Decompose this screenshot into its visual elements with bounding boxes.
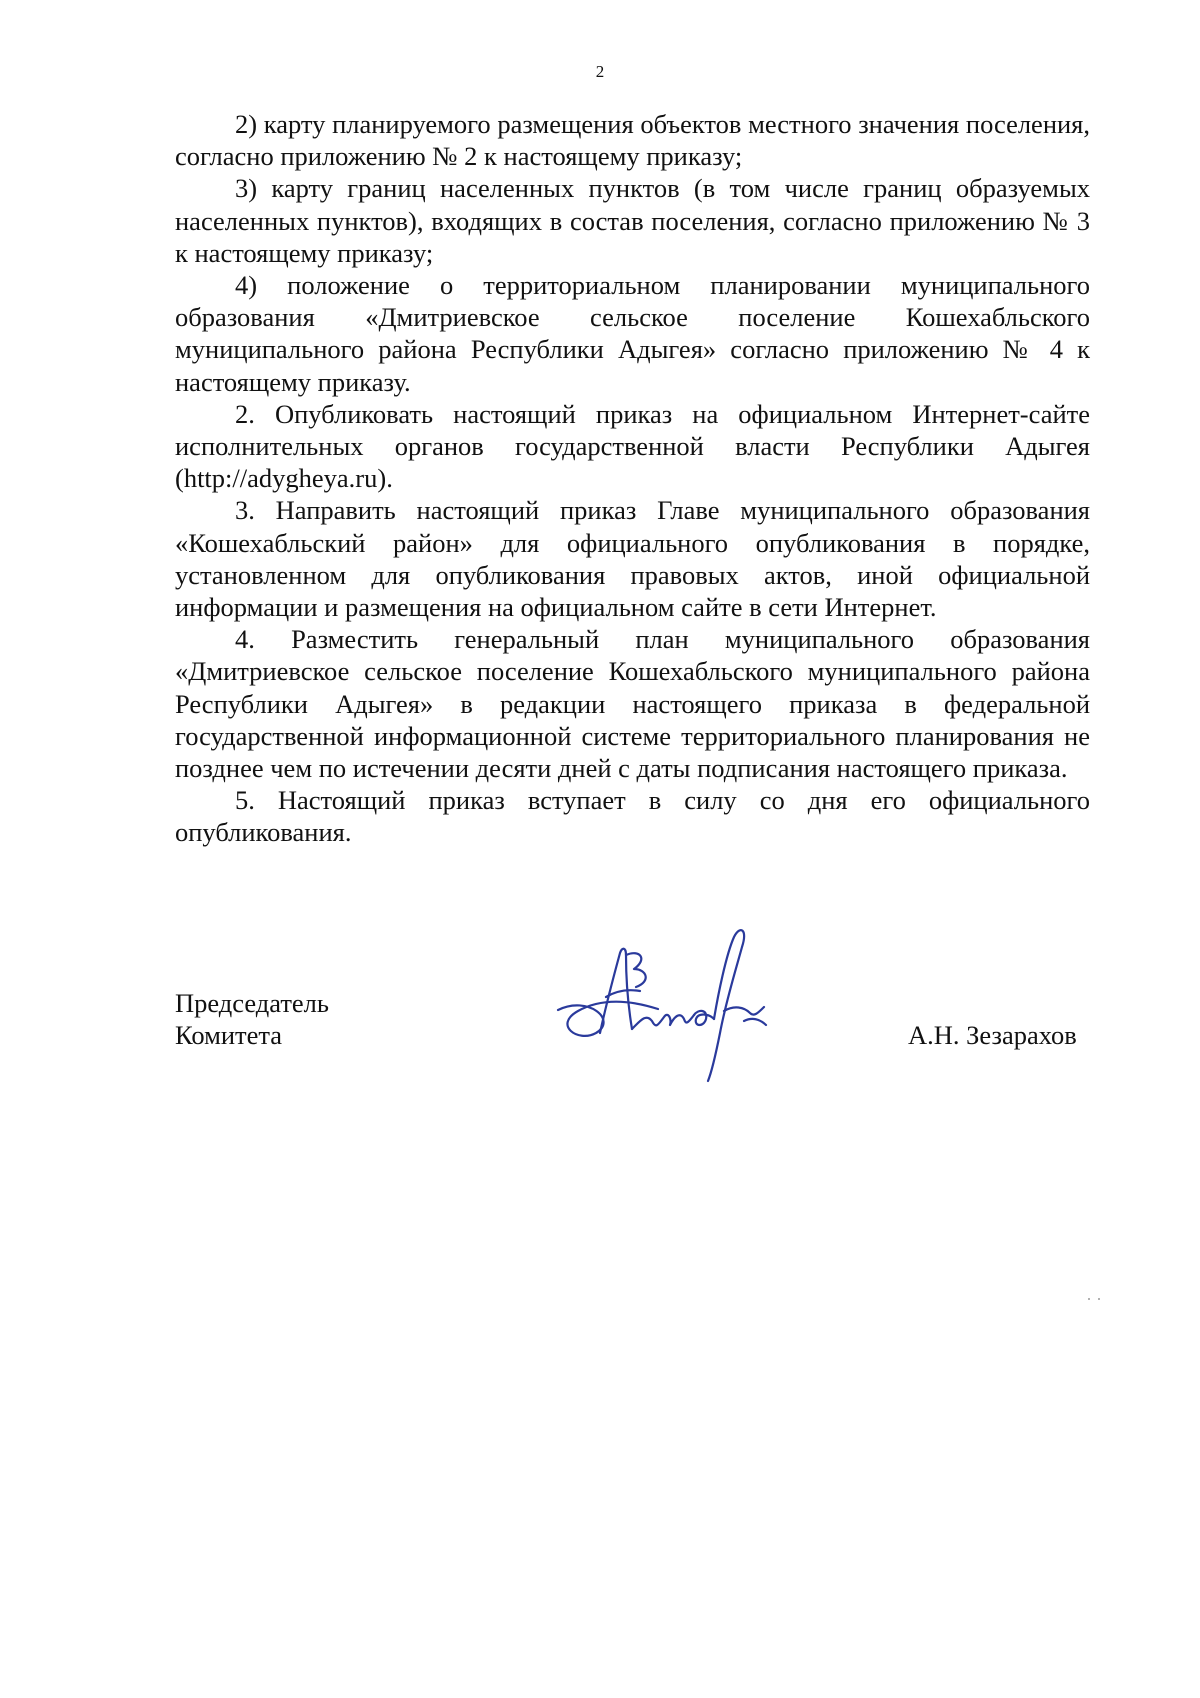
paragraph-item-2: 2) карту планируемого размещения объектов местного значения поселения, согласно приложению № 2 к настоящему приказу; <box>175 109 1090 172</box>
paragraph-clause-3: 3. Направить настоящий приказ Главе муниципального образования «Кошехабльский район» для официального опубликования в порядке, установленном для опубликования правовых актов, иной официальной информации и размещения на официальном сайте в сети Интернет. <box>175 495 1090 623</box>
signatory-title-line2: Комитета <box>175 1020 283 1051</box>
paragraph-item-4: 4) положение о территориальном планировании муниципального образования «Дмитриевское сельское поселение Кошехабльского муниципального района Республики Адыгея» согласно приложению № 4 к настоящему приказу. <box>175 270 1090 397</box>
handwritten-signature <box>548 925 788 1085</box>
page-number: 2 <box>595 62 605 81</box>
signatory-name: А.Н. Зезарахов <box>908 1020 1077 1050</box>
document-body <box>175 108 1090 849</box>
paragraph-clause-2: 2. Опубликовать настоящий приказ на официальном Интернет-сайте исполнительных органов государственной власти Республики Адыгея (http://adygheya.ru). <box>175 398 1090 494</box>
paragraph-item-3: 3) карту границ населенных пунктов (в том числе границ образуемых населенных пунктов), входящих в состав поселения, согласно приложению № 3 к настоящему приказу; <box>175 173 1090 268</box>
paragraph-clause-4: 4. Разместить генеральный план муниципального образования «Дмитриевское сельское поселение Кошехабльского муниципального района Республики Адыгея» в редакции настоящего приказа в федеральной государственной информационной системе территориального планирования не позднее чем по истечении десяти дней с даты подписания настоящего приказа. <box>175 624 1090 784</box>
scan-speck <box>1098 1298 1100 1300</box>
scan-speck <box>1088 1298 1090 1300</box>
signatory-title <box>175 987 329 1051</box>
paragraph-clause-5: 5. Настоящий приказ вступает в силу со дня его официального опубликования. <box>175 785 1090 848</box>
signatory-title-line1: Председатель <box>175 988 329 1018</box>
